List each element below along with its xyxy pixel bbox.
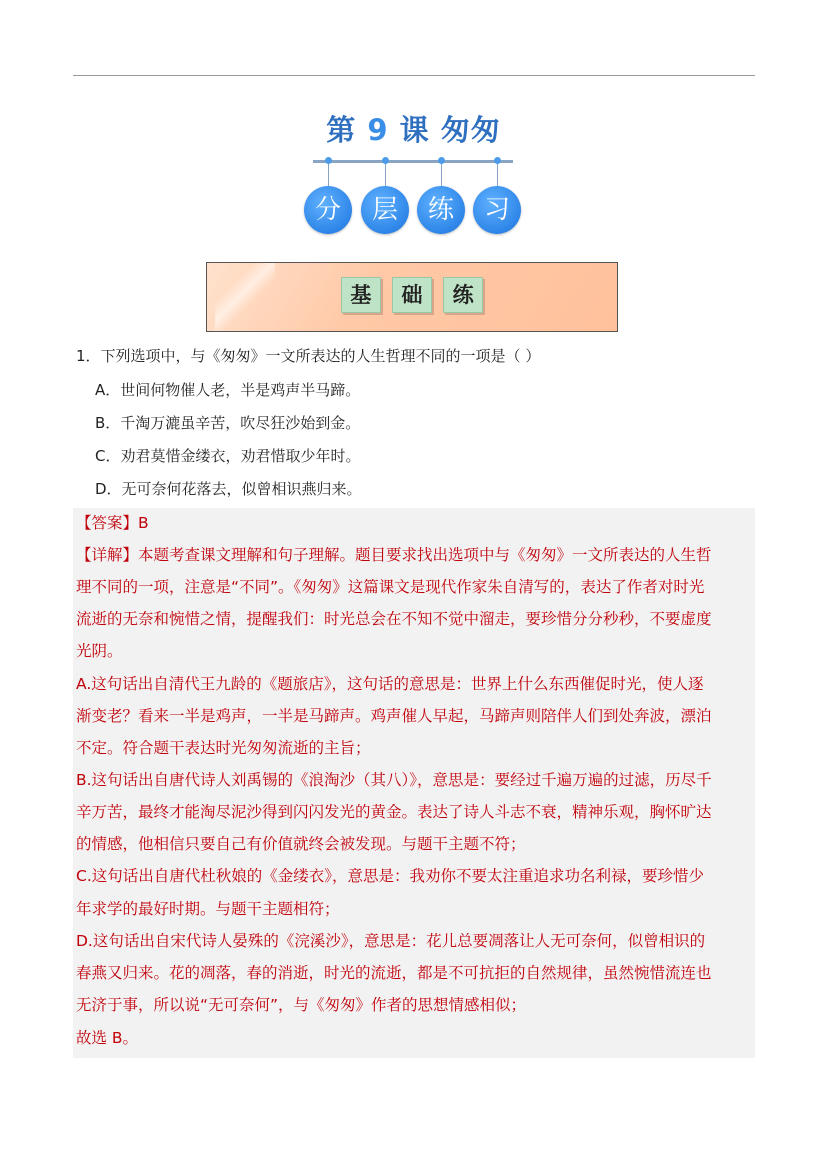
tier-badge-fen: 分 xyxy=(304,186,352,234)
lesson-title xyxy=(0,108,827,149)
level-char: 练 xyxy=(443,277,483,313)
tier-dot xyxy=(325,157,332,164)
tier-connector-bar xyxy=(313,160,513,163)
explanation-line: A.这句话出自清代王九龄的《题旅店》，这句话的意思是：世界上什么东西催促时光，使人逐 xyxy=(76,675,704,693)
explanation-line: 的情感，他相信只要自己有价值就终会被发现。与题干主题不符； xyxy=(76,835,526,853)
explanation-line: D.这句话出自宋代诗人晏殊的《浣溪沙》，意思是：花儿总要凋落让人无可奈何，似曾相识的 xyxy=(76,932,706,950)
level-banner xyxy=(206,262,618,332)
explanation-line: C.这句话出自唐代杜秋娘的《金缕衣》，意思是：我劝你不要太注重追求功名利禄，要珍惜少 xyxy=(76,867,705,885)
tier-badge-ceng: 层 xyxy=(361,186,409,234)
explanation-line: 理不同的一项，注意是“不同”。《匆匆》这篇课文是现代作家朱自清写的，表达了作者对时光 xyxy=(76,578,705,596)
lesson-title-suffix: 课 匆匆 xyxy=(399,113,501,147)
explanation-line: B.这句话出自唐代诗人刘禹锡的《浪淘沙（其八）》，意思是：要经过千遍万遍的过滤，历尽千 xyxy=(76,771,712,789)
explanation-line: 不定。符合题干表达时光匆匆流逝的主旨； xyxy=(76,739,371,757)
option-d: D．无可奈何花落去，似曾相识燕归来。 xyxy=(95,480,362,498)
tier-badge-xi: 习 xyxy=(473,186,521,234)
option-c: C．劝君莫惜金缕衣，劝君惜取少年时。 xyxy=(95,447,361,465)
explanation-line: 【详解】本题考查课文理解和句子理解。题目要求找出选项中与《匆匆》一文所表达的人生哲 xyxy=(76,546,712,564)
explanation-line: 无济于事，所以说“无可奈何”，与《匆匆》作者的思想情感相似； xyxy=(76,996,527,1014)
explanation-line: 流逝的无奈和惋惜之情，提醒我们：时光总会在不知不觉中溜走，要珍惜分分秒秒，不要虚度 xyxy=(76,610,712,628)
option-a: A．世间何物催人老，半是鸡声半马蹄。 xyxy=(95,381,361,399)
answer-label: 【答案】B xyxy=(76,514,149,532)
lesson-title-prefix: 第 xyxy=(326,113,357,147)
answer-conclusion: 故选 B。 xyxy=(76,1029,139,1047)
explanation-line: 年求学的最好时期。与题干主题相符； xyxy=(76,900,340,918)
tier-dot xyxy=(438,157,445,164)
tier-dot xyxy=(494,157,501,164)
explanation-line: 辛万苦，最终才能淘尽泥沙得到闪闪发光的黄金。表达了诗人斗志不衰，精神乐观，胸怀旷达 xyxy=(76,803,712,821)
option-b: B．千淘万漉虽辛苦，吹尽狂沙始到金。 xyxy=(95,414,361,432)
level-char: 础 xyxy=(392,277,432,313)
explanation-line: 渐变老？看来一半是鸡声，一半是马蹄声。鸡声催人早起，马蹄声则陪伴人们到处奔波，漂泊 xyxy=(76,707,712,725)
level-chars xyxy=(207,277,617,313)
top-rule xyxy=(73,75,755,76)
tier-dot xyxy=(382,157,389,164)
tier-badge-lian: 练 xyxy=(417,186,465,234)
question-stem: 1．下列选项中，与《匆匆》一文所表达的人生哲理不同的一项是（ ） xyxy=(76,347,541,365)
lesson-number: 9 xyxy=(367,113,389,147)
explanation-line: 光阴。 xyxy=(76,642,123,660)
explanation-line: 春燕又归来。花的凋落，春的消逝，时光的流逝，都是不可抗拒的自然规律，虽然惋惜流连也 xyxy=(76,964,712,982)
level-char: 基 xyxy=(341,277,381,313)
